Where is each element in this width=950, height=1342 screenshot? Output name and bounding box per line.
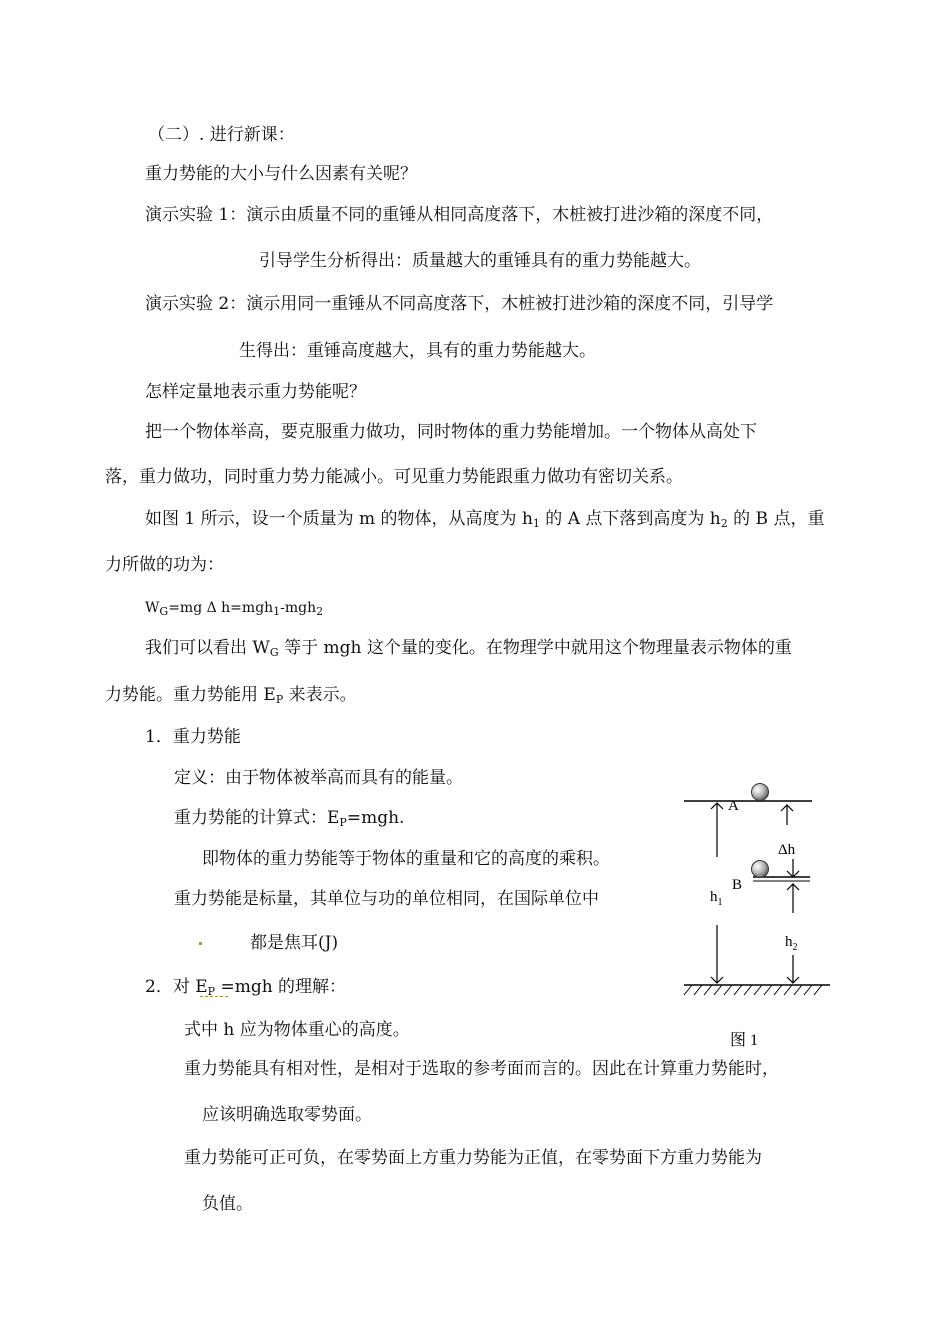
h2-up-arrow xyxy=(787,884,799,913)
raise-paragraph-line2: 落，重力做功，同时重力势力能减小。可见重力势能跟重力做功有密切关系。 xyxy=(105,467,683,487)
item2-relativity-line2: 应该明确选取零势面。 xyxy=(202,1105,372,1125)
olive-dot-mark xyxy=(199,942,202,945)
item2-text-a: 2．对 E xyxy=(145,977,208,997)
mgh-text-c: 等于 mgh 这个量的变化。在物理学中就用这个物理量表示物体的重 xyxy=(278,638,792,658)
label-delta-h: Δh xyxy=(778,842,796,858)
label-a: A xyxy=(728,798,739,814)
figure-caption: 图 1 xyxy=(730,1032,759,1049)
figure-paragraph-line2: 力所做的功为： xyxy=(105,555,224,575)
item1-scalar-line2: 都是焦耳(J) xyxy=(250,933,339,953)
label-h2: $h_2$ xyxy=(785,934,798,953)
item2-heading xyxy=(145,976,346,1003)
item2-sign-line1: 重力势能可正可负，在零势面上方重力势能为正值，在零势面下方重力势能为 xyxy=(184,1148,762,1168)
item1-scalar-line1: 重力势能是标量，其单位与功的单位相同，在国际单位中 xyxy=(174,889,599,909)
formula-sub-2: 2 xyxy=(316,605,324,618)
raise-paragraph-line1: 把一个物体举高，要克服重力做功，同时物体的重力势能增加。一个物体从高处下 xyxy=(145,422,757,442)
item1-definition: 定义：由于物体被举高而具有的能量。 xyxy=(174,768,463,788)
item2-relativity-line1: 重力势能具有相对性，是相对于选取的参考面而言的。因此在计算重力势能时， xyxy=(184,1059,779,1079)
item1-explanation: 即物体的重力势能等于物体的重量和它的高度的乘积。 xyxy=(202,849,610,869)
formula-sub-1: 1 xyxy=(273,605,281,618)
fig-para-text-e: 的 B 点，重 xyxy=(727,509,825,529)
mgh-paragraph-line1 xyxy=(145,637,792,664)
mgh-text-a: 我们可以看出 W xyxy=(145,638,270,658)
work-formula xyxy=(145,597,323,623)
fig-para-sub-1: 1 xyxy=(532,517,540,530)
question-text: 重力势能的大小与什么因素有关呢？ xyxy=(145,164,417,184)
item2-center-of-mass: 式中 h 应为物体重心的高度。 xyxy=(184,1020,410,1040)
demo2-line1: 演示实验 2：演示用同一重锤从不同高度落下，木桩被打进沙箱的深度不同，引导学 xyxy=(145,294,774,314)
item1-calc-formula xyxy=(174,807,404,834)
delta-h-down-arrow xyxy=(787,859,799,877)
formula-minus: -mgh xyxy=(280,600,317,616)
item2-underline-mark xyxy=(200,996,228,997)
quantify-question: 怎样定量地表示重力势能呢？ xyxy=(145,382,366,402)
label-b: B xyxy=(732,877,743,893)
demo1-line1: 演示实验 1：演示由质量不同的重锤从相同高度落下，木桩被打进沙箱的深度不同， xyxy=(145,205,774,225)
mgh-sub-p: P xyxy=(275,693,284,706)
item2-text-c: =mgh 的理解： xyxy=(215,977,347,997)
ground-hatching xyxy=(684,985,822,995)
section-heading: （二）. 进行新课： xyxy=(148,125,295,145)
formula-mid: =mg Δ h=mgh xyxy=(168,600,274,616)
demo1-line2: 引导学生分析得出：质量越大的重锤具有的重力势能越大。 xyxy=(259,251,701,271)
item2-sub-p: P xyxy=(207,985,216,998)
mgh-text-d: 力势能。重力势能用 E xyxy=(105,685,276,705)
mgh-text-f: 来表示。 xyxy=(283,685,357,705)
calc-text-a: 重力势能的计算式：E xyxy=(174,808,340,828)
calc-sub-p: P xyxy=(339,816,347,829)
ball-a-icon xyxy=(752,784,769,801)
fig-para-text-c: 的 A 点下落到高度为 h xyxy=(539,509,721,529)
mgh-sub-g: G xyxy=(269,646,279,659)
h1-up-arrow xyxy=(711,803,723,857)
label-h1: $h_1$ xyxy=(710,889,723,908)
h1-down-arrow xyxy=(711,925,723,983)
delta-h-up-arrow xyxy=(781,805,793,825)
fig-para-sub-2: 2 xyxy=(720,517,728,530)
formula-sub-g: G xyxy=(159,605,169,618)
figure-paragraph-line1 xyxy=(145,508,824,535)
demo2-line2: 生得出：重锤高度越大，具有的重力势能越大。 xyxy=(239,341,596,361)
h2-down-arrow xyxy=(787,955,799,983)
calc-text-c: =mgh. xyxy=(346,808,405,828)
formula-w: W xyxy=(145,600,160,616)
ball-b-icon xyxy=(752,861,769,878)
item2-sign-line2: 负值。 xyxy=(202,1194,253,1214)
fig-para-text-a: 如图 1 所示，设一个质量为 m 的物体，从高度为 h xyxy=(145,509,533,529)
figure-1-diagram xyxy=(670,775,850,1055)
mgh-paragraph-line2 xyxy=(105,684,357,711)
item1-heading: 1．重力势能 xyxy=(145,727,241,747)
